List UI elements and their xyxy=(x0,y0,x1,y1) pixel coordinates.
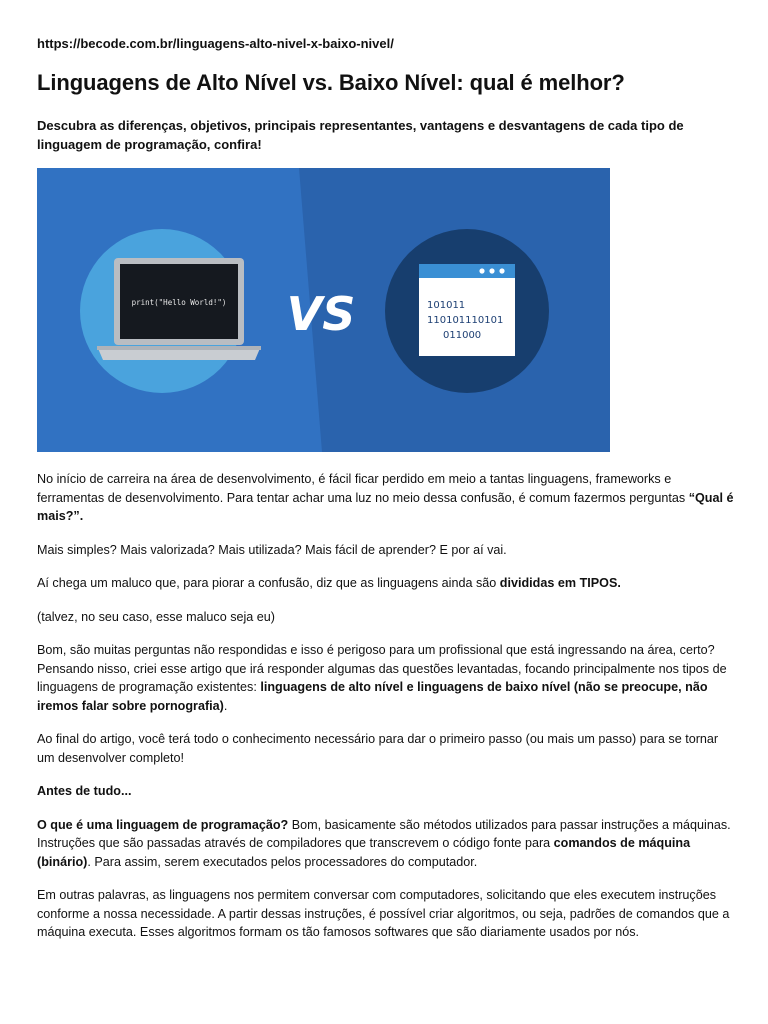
hero-illustration xyxy=(37,168,610,452)
paragraph-6: Ao final do artigo, você terá todo o conhecimento necessário para dar o primeiro passo (ou mais um passo) para se tornar um desenvolver completo! xyxy=(37,732,719,765)
binary-line-2: 110101110101 xyxy=(427,315,504,326)
paragraph-1: No início de carreira na área de desenvolvimento, é fácil ficar perdido em meio a tantas linguagens, frameworks e ferramentas de desenvolvimento. Para tentar achar uma luz no meio dessa confusão, é comum fazermos perguntas “Qual é mais?”. xyxy=(37,472,734,523)
article-title: Linguagens de Alto Nível vs. Baixo Nível: qual é melhor? xyxy=(37,70,625,95)
article-subtitle: Descubra as diferenças, objetivos, principais representantes, vantagens e desvantagens de cada tipo de linguagem de programação, confira! xyxy=(37,118,684,152)
paragraph-2: Mais simples? Mais valorizada? Mais utilizada? Mais fácil de aprender? E por aí vai. xyxy=(37,542,507,557)
paragraph-5: Bom, são muitas perguntas não respondidas e isso é perigoso para um profissional que está ingressando na área, certo? Pensando nisso, criei esse artigo que irá responder algumas das questões levantadas, focando principalmente nos tipos de linguagens de programação existentes: linguagens de alto nível e linguagens de baixo nível (não se preocupe, não iremos falar sobre pornografia). xyxy=(37,643,727,713)
source-url: https://becode.com.br/linguagens-alto-nivel-x-baixo-nivel/ xyxy=(37,36,394,51)
paragraph-4: (talvez, no seu caso, esse maluco seja eu) xyxy=(37,609,276,624)
paragraph-9: Em outras palavras, as linguagens nos permitem conversar com computadores, solicitando que eles executem instruções conforme a nossa necessidade. A partir dessas instruções, é possível criar algoritmos, ou seja, padrões de comandos que a máquina executa. Esses algoritmos formam os tão famosos softwares que são diariamente usados por nós. xyxy=(37,888,730,939)
paragraph-7: Antes de tudo... xyxy=(37,784,132,798)
laptop-icon xyxy=(97,258,261,360)
article-body xyxy=(37,470,737,957)
vs-text: VS xyxy=(286,287,356,341)
paragraph-8: O que é uma linguagem de programação? Bom, basicamente são métodos utilizados para passar instruções a máquinas. Instruções que são passadas através de compiladores que transcrevem o código fonte para comandos de máquina (binário). Para assim, serem executados pelos processadores do computador. xyxy=(37,817,731,869)
paragraph-3: Aí chega um maluco que, para piorar a confusão, diz que as linguagens ainda são divididas em TIPOS. xyxy=(37,576,621,590)
binary-line-3: 011000 xyxy=(443,330,482,341)
binary-line-1: 101011 xyxy=(427,300,466,311)
laptop-code-text: print("Hello World!") xyxy=(131,298,227,307)
